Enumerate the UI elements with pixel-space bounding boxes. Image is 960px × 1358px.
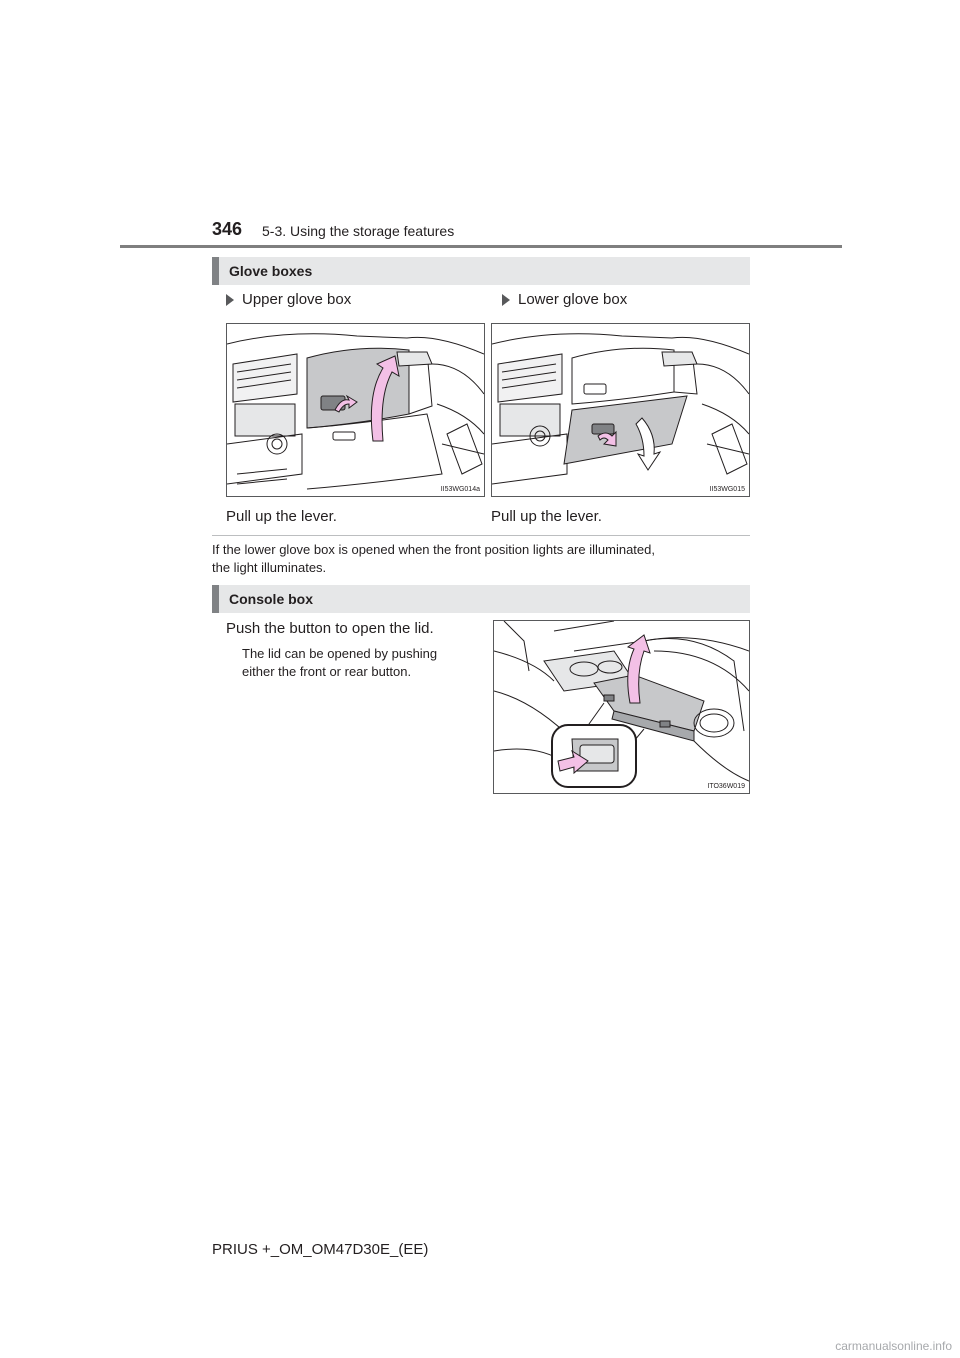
glove-boxes-heading-bar: [212, 257, 750, 285]
upper-glove-box-illustration: [226, 323, 485, 497]
glove-note-line-2: the light illuminates.: [212, 560, 327, 575]
document-id: PRIUS +_OM_OM47D30E_(EE): [212, 1241, 429, 1258]
console-detail-line-2: either the front or rear button.: [242, 664, 412, 679]
lower-figure-code: II53WG015: [709, 486, 745, 493]
glove-boxes-heading: Glove boxes: [229, 263, 313, 279]
upper-figure-code: II53WG014a: [440, 486, 480, 493]
console-box-illustration: [493, 620, 750, 794]
upper-glove-box-label: Upper glove box: [242, 291, 352, 308]
console-instruction: Push the button to open the lid.: [226, 620, 434, 637]
lower-caption: Pull up the lever.: [491, 508, 602, 525]
section-title: 5-3. Using the storage features: [262, 223, 455, 239]
header-rule: [120, 245, 842, 248]
console-detail-line-1: The lid can be opened by pushing: [242, 646, 438, 661]
section-divider: [212, 535, 750, 536]
console-box-heading-bar: [212, 585, 750, 613]
watermark: carmanualsonline.info: [835, 1339, 952, 1353]
console-box-heading: Console box: [229, 591, 314, 607]
upper-caption: Pull up the lever.: [226, 508, 337, 525]
glove-note-line-1: If the lower glove box is opened when the front position lights are illuminated,: [212, 542, 655, 557]
page-number: 346: [212, 219, 243, 239]
bullet-triangle-icon: [502, 294, 510, 306]
console-figure-code: ITO36W019: [707, 783, 745, 790]
lower-glove-box-illustration: [491, 323, 750, 497]
bullet-triangle-icon: [226, 294, 234, 306]
lower-glove-box-label: Lower glove box: [518, 291, 628, 308]
